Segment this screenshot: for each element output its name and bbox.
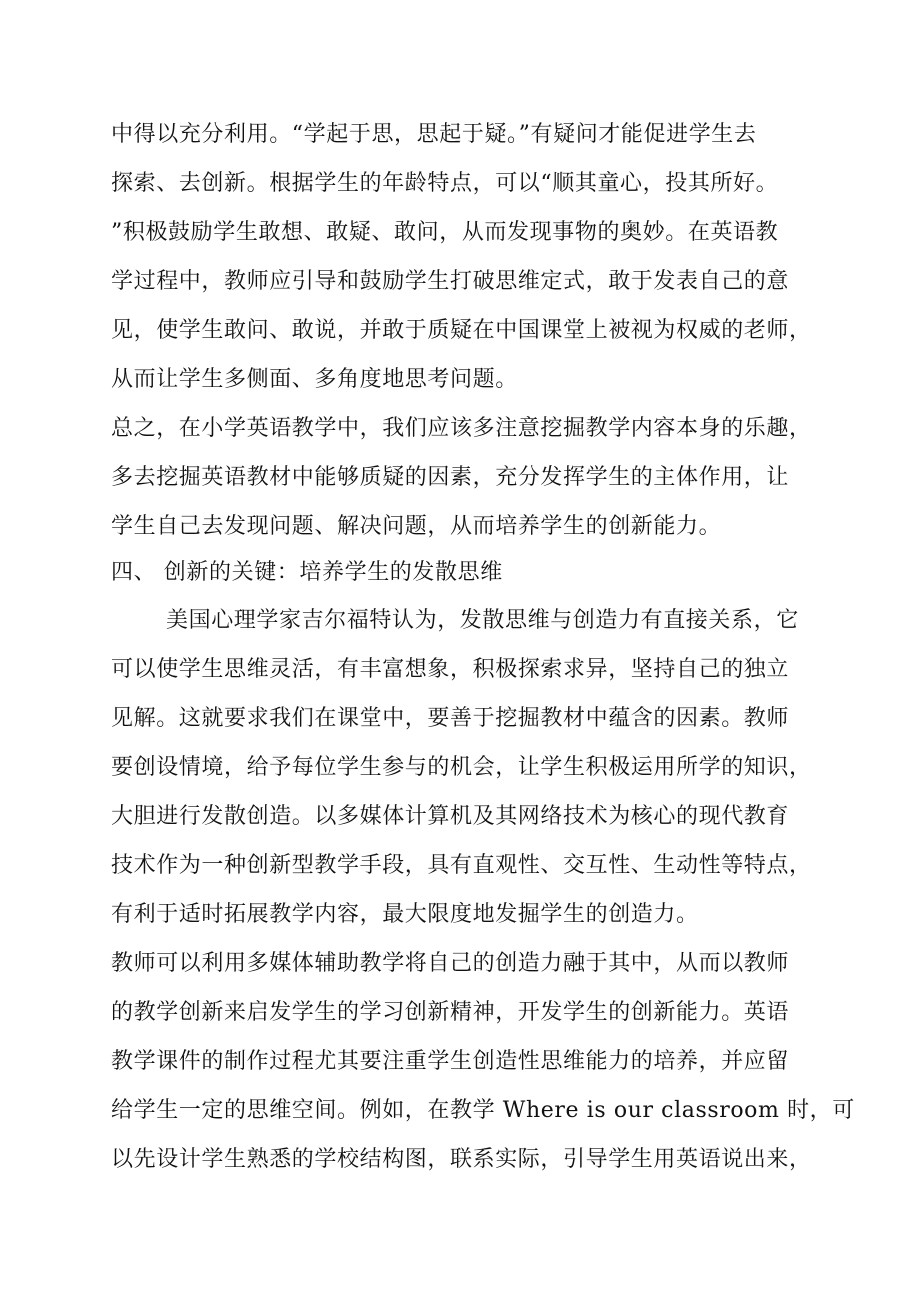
paragraph-2-line-2: 多去挖掘英语教材中能够质疑的因素，充分发挥学生的主体作用，让 bbox=[111, 465, 790, 490]
paragraph-2-line-3: 学生自己去发现问题、解决问题，从而培养学生的创新能力。 bbox=[111, 514, 722, 539]
paragraph-1-line-3: ”积极鼓励学生敢想、敢疑、敢问，从而发现事物的奥妙。在英语教 bbox=[111, 220, 779, 245]
paragraph-2-line-1: 总之，在小学英语教学中，我们应该多注意挖掘教学内容本身的乐趣， bbox=[111, 416, 812, 441]
paragraph-4-line-5: 以先设计学生熟悉的学校结构图，联系实际，引导学生用英语说出来， bbox=[111, 1147, 812, 1172]
paragraph-4-line-1: 教师可以利用多媒体辅助教学将自己的创造力融于其中，从而以教师 bbox=[111, 951, 790, 976]
paragraph-1-line-1: 中得以充分利用。“学起于思，思起于疑。”有疑问才能促进学生去 bbox=[111, 122, 757, 147]
paragraph-3-line-6: 技术作为一种创新型教学手段，具有直观性、交互性、生动性等特点， bbox=[111, 853, 812, 878]
paragraph-1-line-5: 见，使学生敢问、敢说，并敢于质疑在中国课堂上被视为权威的老师， bbox=[111, 318, 812, 343]
paragraph-3-line-5: 大胆进行发散创造。以多媒体计算机及其网络技术为核心的现代教育 bbox=[111, 804, 790, 829]
section-heading: 四、 创新的关键：培养学生的发散思维 bbox=[111, 560, 503, 585]
paragraph-3-line-3: 见解。这就要求我们在课堂中，要善于挖掘教材中蕴含的因素。教师 bbox=[111, 706, 790, 731]
paragraph-4-line-4: 给学生一定的思维空间。例如，在教学 Where is our classroom 时，可 bbox=[111, 1098, 855, 1123]
paragraph-3-line-1: 美国心理学家吉尔福特认为，发散思维与创造力有直接关系，它 bbox=[166, 608, 799, 633]
paragraph-4-line-3: 教学课件的制作过程尤其要注重学生创造性思维能力的培养，并应留 bbox=[111, 1049, 790, 1074]
paragraph-4-line-2: 的教学创新来启发学生的学习创新精神，开发学生的创新能力。英语 bbox=[111, 1000, 790, 1025]
paragraph-1-line-4: 学过程中，教师应引导和鼓励学生打破思维定式，敢于发表自己的意 bbox=[111, 269, 790, 294]
paragraph-1-line-2: 探索、去创新。根据学生的年龄特点，可以“顺其童心，投其所好。 bbox=[111, 171, 779, 196]
paragraph-3-line-7: 有利于适时拓展教学内容，最大限度地发掘学生的创造力。 bbox=[111, 902, 699, 927]
paragraph-3-line-4: 要创设情境，给予每位学生参与的机会，让学生积极运用所学的知识， bbox=[111, 755, 812, 780]
paragraph-3-line-2: 可以使学生思维灵活，有丰富想象，积极探索求异，坚持自己的独立 bbox=[111, 657, 790, 682]
paragraph-1-line-6: 从而让学生多侧面、多角度地思考问题。 bbox=[111, 367, 518, 392]
